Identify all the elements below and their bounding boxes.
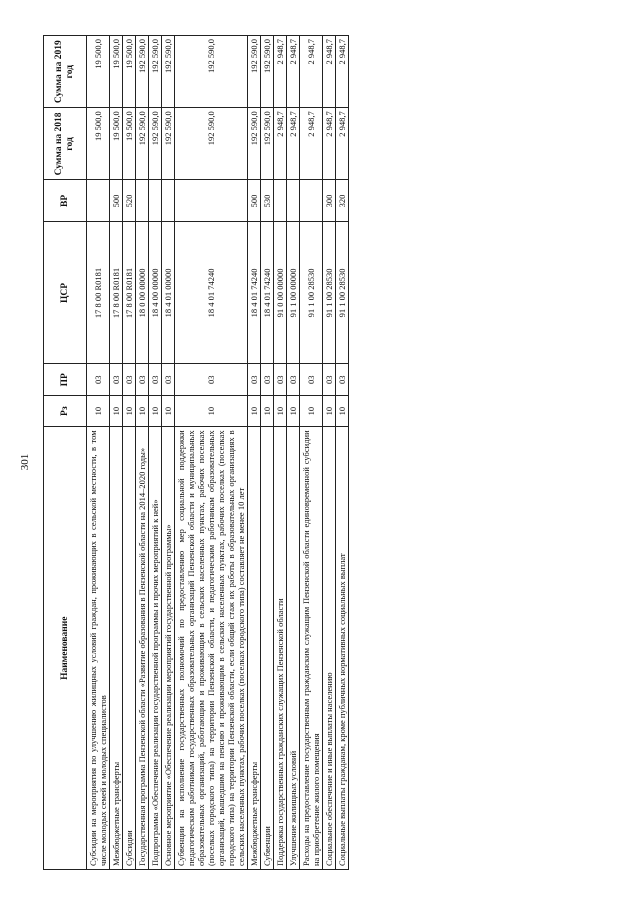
cell-vr [161, 180, 174, 222]
cell-pr: 03 [286, 364, 299, 395]
cell-vr: 530 [260, 180, 273, 222]
cell-vr [174, 180, 247, 222]
page-number: 301 [19, 453, 31, 471]
header-row [43, 36, 86, 870]
cell-rz: 10 [335, 395, 348, 426]
cell-sum-2019: 19 500,0 [86, 36, 109, 108]
cell-sum-2019: 2 948,7 [299, 36, 322, 108]
cell-vr: 320 [335, 180, 348, 222]
header-sum-2019: Сумма на 2019 год [43, 36, 86, 108]
table-row [273, 36, 286, 870]
cell-sum-2018: 2 948,7 [299, 108, 322, 180]
cell-name: Расходы на предоставление государственным гражданским служащим Пензенской области единовременной субсидии на приобретение жилого помещения [299, 427, 322, 870]
cell-csr: 18 4 01 00000 [161, 222, 174, 364]
cell-vr [299, 180, 322, 222]
cell-sum-2019: 192 590,0 [161, 36, 174, 108]
cell-sum-2019: 192 590,0 [135, 36, 148, 108]
cell-pr: 03 [135, 364, 148, 395]
cell-pr: 03 [273, 364, 286, 395]
cell-vr [273, 180, 286, 222]
table-row [122, 36, 135, 870]
cell-name: Субсидии [122, 427, 135, 870]
cell-name: Субсидии на мероприятия по улучшению жилищных условий граждан, проживающих в сельской местности, в том числе молодых семей и молодых специалистов [86, 427, 109, 870]
cell-pr: 03 [109, 364, 122, 395]
cell-rz: 10 [322, 395, 335, 426]
header-pr: ПР [43, 364, 86, 395]
cell-sum-2019: 2 948,7 [322, 36, 335, 108]
cell-rz: 10 [286, 395, 299, 426]
cell-vr: 520 [122, 180, 135, 222]
cell-csr: 17 8 00 R0181 [122, 222, 135, 364]
cell-name: Подпрограмма «Обеспечение реализации государственной программы и прочих мероприятий к ней» [148, 427, 161, 870]
cell-pr: 03 [174, 364, 247, 395]
cell-sum-2019: 19 500,0 [122, 36, 135, 108]
cell-name: Социальные выплаты гражданам, кроме публичных нормативных социальных выплат [335, 427, 348, 870]
cell-vr [286, 180, 299, 222]
cell-sum-2018: 192 590,0 [135, 108, 148, 180]
cell-sum-2018: 19 500,0 [86, 108, 109, 180]
cell-rz: 10 [148, 395, 161, 426]
cell-csr: 91 1 00 28530 [335, 222, 348, 364]
cell-vr: 500 [247, 180, 260, 222]
cell-sum-2019: 192 590,0 [260, 36, 273, 108]
cell-csr: 18 4 00 00000 [148, 222, 161, 364]
cell-sum-2019: 2 948,7 [273, 36, 286, 108]
table-row [299, 36, 322, 870]
table-row [247, 36, 260, 870]
cell-name: Основное мероприятие «Обеспечение реализации мероприятий государственной программы» [161, 427, 174, 870]
cell-csr: 17 8 00 R0181 [86, 222, 109, 364]
cell-pr: 03 [322, 364, 335, 395]
cell-rz: 10 [174, 395, 247, 426]
cell-sum-2019: 192 590,0 [174, 36, 247, 108]
cell-sum-2018: 192 590,0 [148, 108, 161, 180]
cell-rz: 10 [161, 395, 174, 426]
cell-name: Субвенции [260, 427, 273, 870]
header-rz: Рз [43, 395, 86, 426]
cell-csr: 91 1 00 28530 [299, 222, 322, 364]
table-row [174, 36, 247, 870]
cell-rz: 10 [299, 395, 322, 426]
cell-rz: 10 [109, 395, 122, 426]
cell-sum-2018: 2 948,7 [322, 108, 335, 180]
cell-rz: 10 [86, 395, 109, 426]
cell-sum-2018: 2 948,7 [286, 108, 299, 180]
cell-sum-2018: 192 590,0 [247, 108, 260, 180]
cell-sum-2018: 192 590,0 [174, 108, 247, 180]
cell-pr: 03 [148, 364, 161, 395]
cell-sum-2019: 2 948,7 [286, 36, 299, 108]
header-sum-2018: Сумма на 2018 год [43, 108, 86, 180]
cell-pr: 03 [86, 364, 109, 395]
cell-csr: 91 1 00 28530 [322, 222, 335, 364]
cell-pr: 03 [260, 364, 273, 395]
rotated-page [43, 35, 598, 870]
cell-name: Субвенции на исполнение государственных полномочий по предоставлению мер социальной поддержки педагогическим работникам государственных образовательных организаций Пензенской области и муниципальных образовательных организаций, работающим и проживающим в сельских населенных пунктах, рабочих поселках (поселках городского типа) на территории Пензенской области, и педагогическим работникам образовательных организаций, вышедшим на пенсию и проживающим в сельских населенных пунктах, рабочих поселках (поселках городского типа) на территории Пензенской области, если общий стаж их работы в образовательных организациях в сельских населенных пунктах, рабочих поселках (поселках городского типа) составляет не менее 10 лет [174, 427, 247, 870]
cell-rz: 10 [135, 395, 148, 426]
cell-rz: 10 [122, 395, 135, 426]
cell-pr: 03 [122, 364, 135, 395]
cell-csr: 18 4 01 74240 [247, 222, 260, 364]
cell-rz: 10 [260, 395, 273, 426]
table-row [109, 36, 122, 870]
table-row [135, 36, 148, 870]
cell-vr: 300 [322, 180, 335, 222]
header-vr: ВР [43, 180, 86, 222]
cell-csr: 18 4 01 74240 [174, 222, 247, 364]
cell-csr: 17 8 00 R0181 [109, 222, 122, 364]
cell-name: Государственная программа Пензенской области «Развитие образования в Пензенской области на 2014–2020 годы» [135, 427, 148, 870]
cell-vr [135, 180, 148, 222]
cell-csr: 91 1 00 00000 [286, 222, 299, 364]
cell-sum-2018: 19 500,0 [109, 108, 122, 180]
cell-vr: 500 [109, 180, 122, 222]
cell-sum-2018: 192 590,0 [260, 108, 273, 180]
cell-vr [148, 180, 161, 222]
cell-sum-2018: 2 948,7 [273, 108, 286, 180]
cell-csr: 91 0 00 00000 [273, 222, 286, 364]
cell-pr: 03 [161, 364, 174, 395]
cell-sum-2019: 192 590,0 [247, 36, 260, 108]
header-name: Наименование [43, 427, 86, 870]
table-row [260, 36, 273, 870]
cell-sum-2018: 192 590,0 [161, 108, 174, 180]
cell-pr: 03 [335, 364, 348, 395]
table-row [161, 36, 174, 870]
cell-csr: 18 0 00 00000 [135, 222, 148, 364]
cell-pr: 03 [247, 364, 260, 395]
table-row [322, 36, 335, 870]
cell-sum-2019: 192 590,0 [148, 36, 161, 108]
cell-sum-2019: 19 500,0 [109, 36, 122, 108]
cell-pr: 03 [299, 364, 322, 395]
cell-name: Социальное обеспечение и иные выплаты населению [322, 427, 335, 870]
cell-sum-2018: 19 500,0 [122, 108, 135, 180]
cell-rz: 10 [273, 395, 286, 426]
cell-sum-2019: 2 948,7 [335, 36, 348, 108]
table-row [335, 36, 348, 870]
cell-vr [86, 180, 109, 222]
table-row [286, 36, 299, 870]
table-row [86, 36, 109, 870]
cell-name: Поддержка государственных гражданских служащих Пензенской области [273, 427, 286, 870]
cell-name: Улучшение жилищных условий [286, 427, 299, 870]
cell-name: Межбюджетные трансферты [109, 427, 122, 870]
cell-csr: 18 4 01 74240 [260, 222, 273, 364]
header-csr: ЦСР [43, 222, 86, 364]
budget-table [43, 35, 349, 870]
cell-name: Межбюджетные трансферты [247, 427, 260, 870]
cell-sum-2018: 2 948,7 [335, 108, 348, 180]
table-row [148, 36, 161, 870]
cell-rz: 10 [247, 395, 260, 426]
